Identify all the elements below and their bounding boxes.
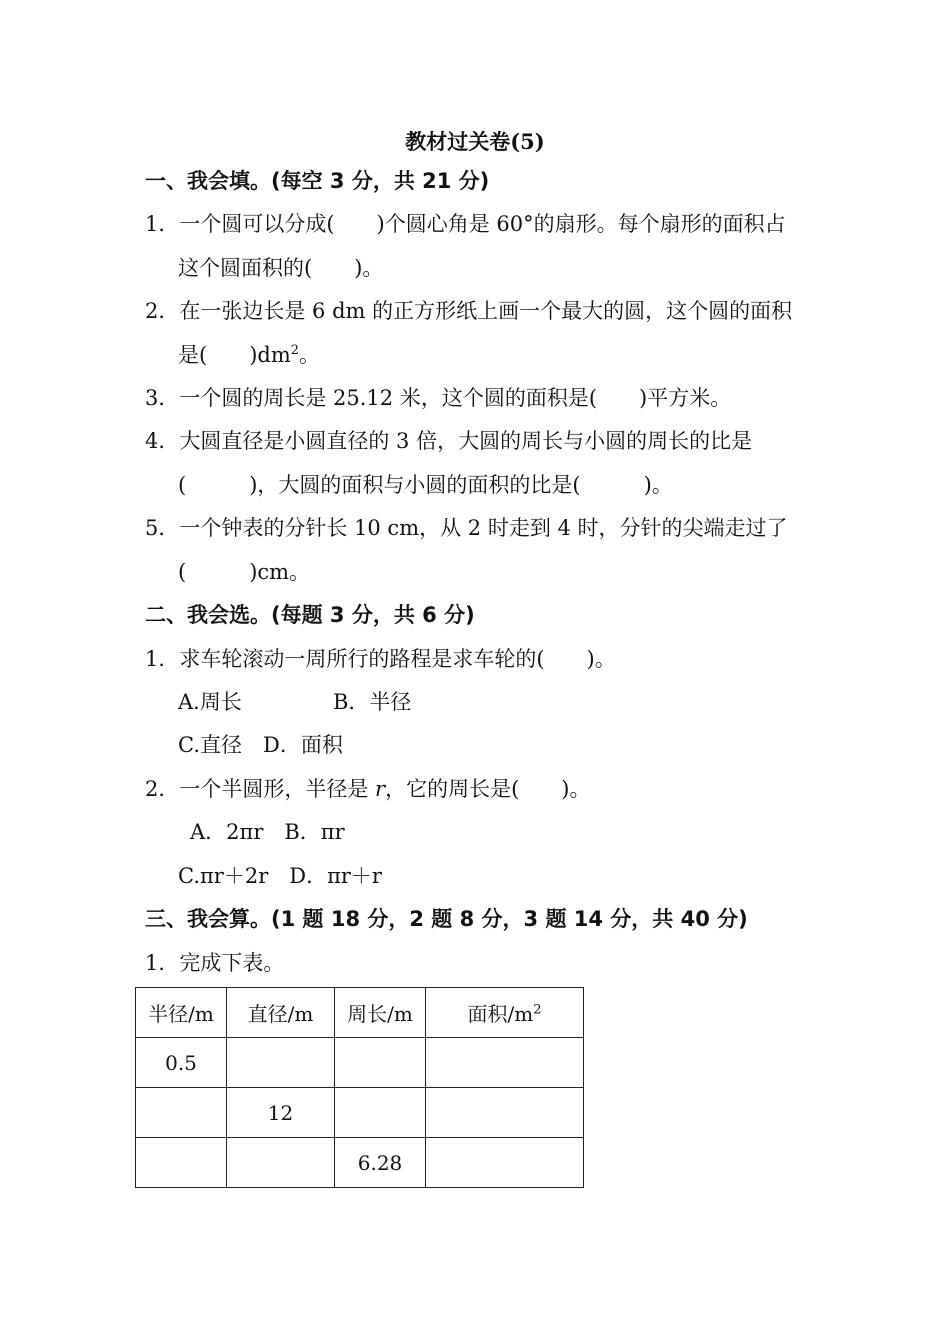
- table-cell: [426, 1088, 584, 1138]
- s2-q2-var-r: r: [375, 777, 386, 801]
- table-row: [136, 1038, 584, 1088]
- s3-q1: 1．完成下表。: [145, 951, 285, 975]
- table-cell: [136, 1088, 227, 1138]
- header-circumference: 周长/m: [335, 988, 426, 1038]
- s2-q1-option-b: B．半径: [333, 690, 412, 714]
- table-cell: [426, 1138, 584, 1188]
- table-row: [136, 1088, 584, 1138]
- squared-superscript: 2: [290, 343, 300, 358]
- table-cell: [335, 1088, 426, 1138]
- s2-q1-option-cd: C.直径 D．面积: [178, 733, 343, 757]
- s1-q4-line2: ( )，大圆的面积与小圆的面积的比是( )。: [178, 473, 673, 497]
- header-radius: 半径/m: [136, 988, 227, 1038]
- table-cell: 12: [227, 1088, 335, 1138]
- s2-q1-option-a: A.周长: [178, 690, 242, 714]
- table-cell: [335, 1038, 426, 1088]
- table-cell: [426, 1038, 584, 1088]
- header-diameter: 直径/m: [227, 988, 335, 1038]
- s2-q1: 1．求车轮滚动一周所行的路程是求车轮的( )。: [145, 647, 616, 671]
- s1-q5-line1: 5．一个钟表的分针长 10 cm，从 2 时走到 4 时，分针的尖端走过了: [145, 516, 788, 540]
- s1-q3: 3．一个圆的周长是 25.12 米，这个圆的面积是( )平方米。: [145, 386, 732, 410]
- header-area-sup: 2: [533, 1002, 542, 1018]
- section1-heading: 一、我会填。(每空 3 分，共 21 分): [145, 169, 490, 193]
- s1-q2-line2-end: 。: [299, 343, 321, 367]
- s1-q1-line1: 1．一个圆可以分成( )个圆心角是 60°的扇形。每个扇形的面积占: [145, 212, 786, 236]
- table-cell: 6.28: [335, 1138, 426, 1188]
- s1-q4-line1: 4．大圆直径是小圆直径的 3 倍，大圆的周长与小圆的周长的比是: [145, 429, 753, 453]
- table-cell: [227, 1138, 335, 1188]
- s1-q2-line2: [178, 341, 320, 369]
- table-cell: [136, 1138, 227, 1188]
- s1-q1-line2: 这个圆面积的( )。: [178, 256, 384, 280]
- header-area-text: 面积/m: [467, 1002, 534, 1026]
- header-area: [426, 988, 584, 1038]
- table-header-row: [136, 988, 584, 1038]
- s2-q2-option-ab: A．2πr B．πr: [190, 820, 345, 844]
- circle-table: [135, 987, 584, 1188]
- s2-q2-option-cd: C.πr＋2r D．πr＋r: [178, 864, 382, 888]
- section2-heading: 二、我会选。(每题 3 分，共 6 分): [145, 603, 475, 627]
- s2-q2-text-b: ，它的周长是( )。: [385, 777, 591, 801]
- table-cell: 0.5: [136, 1038, 227, 1088]
- s1-q5-line2: ( )cm。: [178, 560, 311, 584]
- s2-q2: [145, 775, 590, 803]
- table-row: [136, 1138, 584, 1188]
- table-cell: [227, 1038, 335, 1088]
- page-title: 教材过关卷(5): [405, 129, 545, 154]
- s1-q2-line1: 2．在一张边长是 6 dm 的正方形纸上画一个最大的圆，这个圆的面积: [145, 299, 793, 323]
- s2-q2-text-a: 2．一个半圆形，半径是: [145, 777, 376, 801]
- section3-heading: 三、我会算。(1 题 18 分，2 题 8 分，3 题 14 分，共 40 分): [145, 907, 748, 931]
- s1-q2-line2-text: 是( )dm: [178, 343, 291, 367]
